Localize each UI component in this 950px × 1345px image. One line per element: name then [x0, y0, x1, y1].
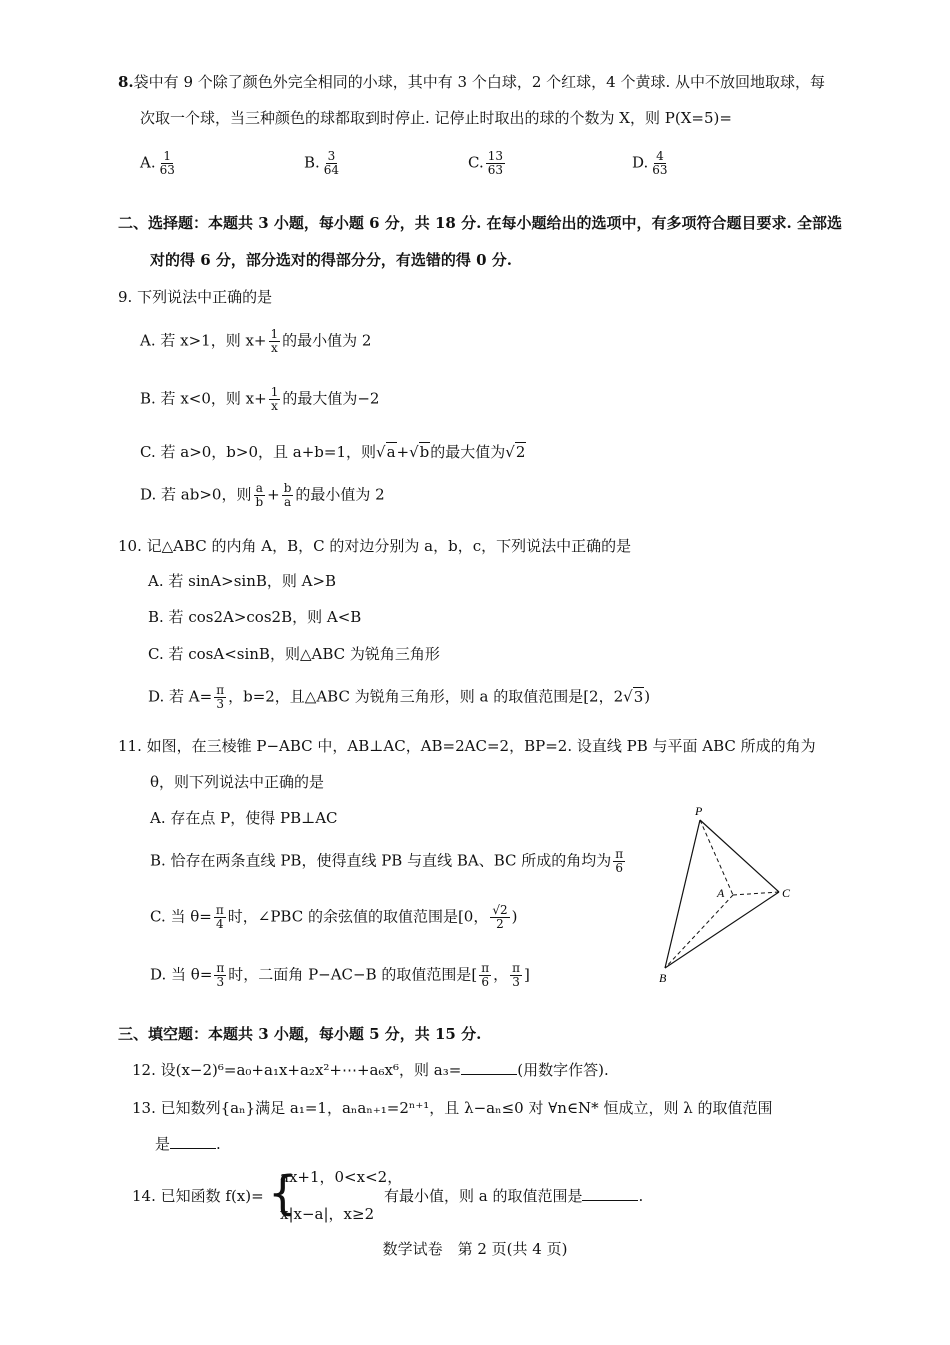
edge-PB — [665, 820, 700, 968]
q9-stem: 9. 下列说法中正确的是 — [118, 288, 273, 306]
piecewise-brace: { — [268, 1166, 298, 1220]
section3-header: 三、填空题：本题共 3 小题，每小题 5 分，共 15 分. — [118, 1025, 482, 1043]
q14-answer-blank[interactable] — [582, 1186, 638, 1201]
q8-number: 8. — [118, 73, 134, 91]
q13-line2: 是 . — [155, 1135, 221, 1153]
q10-option-a: A. 若 sinA>sinB，则 A>B — [148, 572, 337, 590]
q9-option-b: B. 若 x<0，则 x+ $\frac{1}{x}$ 的最大值为−2 — [140, 385, 380, 413]
q8-stem2: 次取一个球，当三种颜色的球都取到时停止. 记停止时取出的球的个数为 X，则 P(X=5)= — [140, 109, 732, 127]
label-C: C — [782, 886, 791, 900]
label-B: B — [659, 971, 667, 985]
q13-answer-blank[interactable] — [170, 1134, 216, 1149]
section2-header-line1: 二、选择题：本题共 3 小题，每小题 6 分，共 18 分. 在每小题给出的选项中，有多项符合题目要求. 全部选 — [118, 214, 842, 232]
q11-option-d: D. 当 θ= $\frac{\pi}{3}$ 时，二面角 P−AC−B 的取值范围是[ $\frac{\pi}{6}$ ， $\frac{\pi}{3}$ ] — [150, 961, 530, 989]
q11-stem-line1: 11. 如图，在三棱锥 P−ABC 中，AB⊥AC，AB=2AC=2，BP=2. 设直线 PB 与平面 ABC 所成的角为 — [118, 737, 816, 755]
q9-option-d: D. 若 ab>0，则 $\frac{a}{b}$ + $\frac{b}{a}$ 的最小值为 2 — [140, 481, 385, 509]
q8-stem1: 袋中有 9 个除了颜色外完全相同的小球，其中有 3 个白球，2 个红球，4 个黄球. 从中不放回地取球，每 — [133, 73, 825, 91]
q10-option-b: B. 若 cos2A>cos2B，则 A<B — [148, 608, 362, 626]
q8-stem-line1 — [118, 72, 825, 92]
label-P: P — [695, 804, 703, 818]
q12-answer-blank[interactable] — [461, 1060, 517, 1075]
edge-PC — [700, 820, 779, 892]
q14-case2: x|x−a|，x≥2 — [280, 1205, 375, 1223]
q11-stem-line2: θ，则下列说法中正确的是 — [150, 773, 325, 791]
page-footer: 数学试卷 第 2 页(共 4 页) — [382, 1240, 568, 1258]
q8-option-b: B. $\frac{3}{64}$ — [304, 149, 340, 177]
q14-post: 有最小值，则 a 的取值范围是 . — [384, 1187, 644, 1205]
edge-BC — [665, 892, 779, 968]
q9-option-c: C. 若 a>0，b>0，且 a+b=1，则√a+√b的最大值为√2 — [140, 443, 526, 461]
q12: 12. 设(x−2)⁶=a₀+a₁x+a₂x²+⋯+a₆x⁶，则 a₃= (用数字作答). — [132, 1061, 609, 1079]
q8-option-a: A. $\frac{1}{63}$ — [140, 149, 175, 177]
q13-line1: 13. 已知数列{aₙ}满足 a₁=1，aₙaₙ₊₁=2ⁿ⁺¹，且 λ−aₙ≤0 对 ∀n∈N* 恒成立，则 λ 的取值范围 — [132, 1099, 773, 1117]
label-A: A — [717, 886, 725, 900]
q8-option-c: C. $\frac{13}{63}$ — [468, 149, 503, 177]
edge-AB — [665, 895, 733, 968]
edge-PA — [700, 820, 733, 895]
section2-header-line2: 对的得 6 分，部分选对的得部分分，有选错的得 0 分. — [150, 251, 512, 269]
pyramid-figure — [655, 800, 795, 990]
q9-option-a: A. 若 x>1，则 x+ $\frac{1}{x}$ 的最小值为 2 — [140, 327, 372, 355]
q14-case1: ax+1，0<x<2， — [280, 1168, 403, 1186]
q10-stem: 10. 记△ABC 的内角 A，B，C 的对边分别为 a，b，c，下列说法中正确的是 — [118, 537, 632, 555]
edge-AC — [733, 892, 779, 895]
q10-option-d: D. 若 A= $\frac{\pi}{3}$ ，b=2，且△ABC 为锐角三角形，则 a 的取值范围是[2，2√3) — [148, 683, 651, 711]
q14-pre: 14. 已知函数 f(x)= — [132, 1187, 264, 1205]
q10-option-c: C. 若 cosA<sinB，则△ABC 为锐角三角形 — [148, 645, 440, 663]
q11-option-a: A. 存在点 P，使得 PB⊥AC — [150, 809, 338, 827]
q8-option-d: D. $\frac{4}{63}$ — [632, 149, 668, 177]
q11-option-b: B. 恰存在两条直线 PB，使得直线 PB 与直线 BA、BC 所成的角均为 $\frac{\pi}{6}$ — [150, 847, 624, 875]
q11-option-c: C. 当 θ= $\frac{\pi}{4}$ 时，∠PBC 的余弦值的取值范围是[0， $\frac{√2}{2}$ ) — [150, 903, 518, 931]
